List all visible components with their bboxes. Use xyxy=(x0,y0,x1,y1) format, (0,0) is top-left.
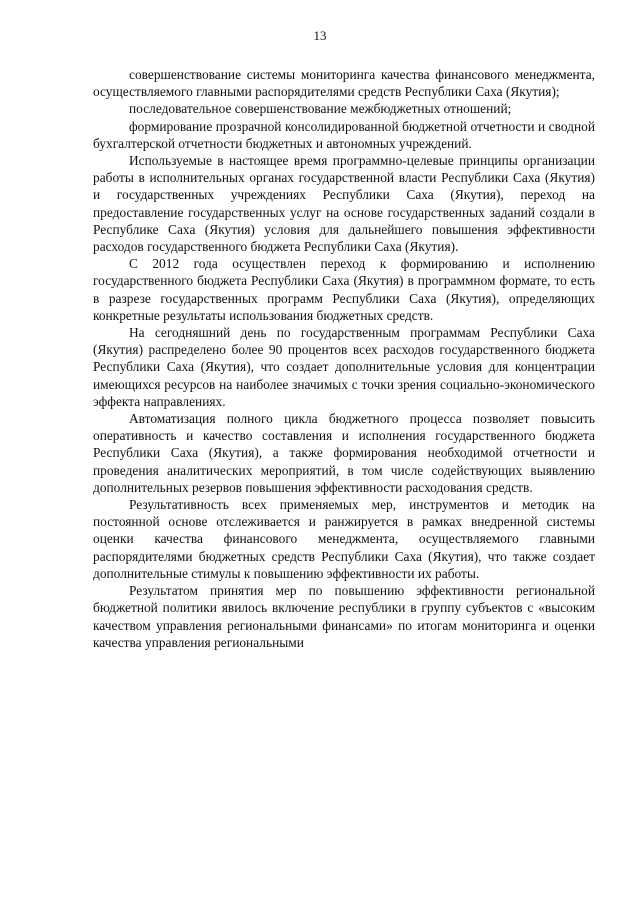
paragraph-program-target-principles: Используемые в настоящее время программно-целевые принципы организации работы в исполнительных органах государственной власти Республики Саха (Якутия) и государственных учреждениях Республики Саха (Якутия), переход на предоставление государственных услуг на основе государственных заданий создали в Республике Саха (Якутия) условия для дальнейшего повышения эффективности расходов государственного бюджета Республики Саха (Якутия). xyxy=(93,153,595,255)
page-number: 13 xyxy=(313,28,327,43)
document-body xyxy=(93,66,595,651)
paragraph-program-format-2012: С 2012 года осуществлен переход к формированию и исполнению государственного бюджета Республики Саха (Якутия) в программном формате, то есть в разрезе государственных программ Республики Саха (Якутия), определяющих конкретные результаты использования бюджетных средств. xyxy=(93,256,595,323)
paragraph-monitoring-quality: совершенствование системы мониторинга качества финансового менеджмента, осуществляемого главными распорядителями средств Республики Саха (Якутия); xyxy=(93,67,595,100)
paragraph-policy-results: Результатом принятия мер по повышению эффективности региональной бюджетной политики явилось включение республики в группу субъектов с «высоким качеством управления региональными финансами» по итогам мониторинга и оценки качества управления региональными xyxy=(93,583,595,650)
paragraph-interbudget-relations: последовательное совершенствование межбюджетных отношений; xyxy=(129,101,512,117)
paragraph-consolidated-reporting: формирование прозрачной консолидированной бюджетной отчетности и сводной бухгалтерской отчетности бюджетных и автономных учреждений. xyxy=(93,118,595,151)
paragraph-expenditure-distribution: На сегодняшний день по государственным программам Республики Саха (Якутия) распределено более 90 процентов всех расходов государственного бюджета Республики Саха (Якутия), что создает дополнительные условия для концентрации имеющихся ресурсов на наиболее значимых с точки зрения социально-экономического эффекта направлениях. xyxy=(93,325,595,409)
paragraph-budget-automation: Автоматизация полного цикла бюджетного процесса позволяет повысить оперативность и качество составления и исполнения государственного бюджета Республики Саха (Якутия), а также формирования необходимой отчетности и проведения аналитических мероприятий, в том числе содействующих выявлению дополнительных резервов повышения эффективности расходования средств. xyxy=(93,411,595,495)
paragraph-effectiveness-tracking: Результативность всех применяемых мер, инструментов и методик на постоянной основе отслеживается и ранжируется в рамках внедренной системы оценки качества финансового менеджмента, осуществляемого главными распорядителями бюджетных средств Республики Саха (Якутия), что также создает дополнительные стимулы к повышению эффективности их работы. xyxy=(93,497,595,581)
